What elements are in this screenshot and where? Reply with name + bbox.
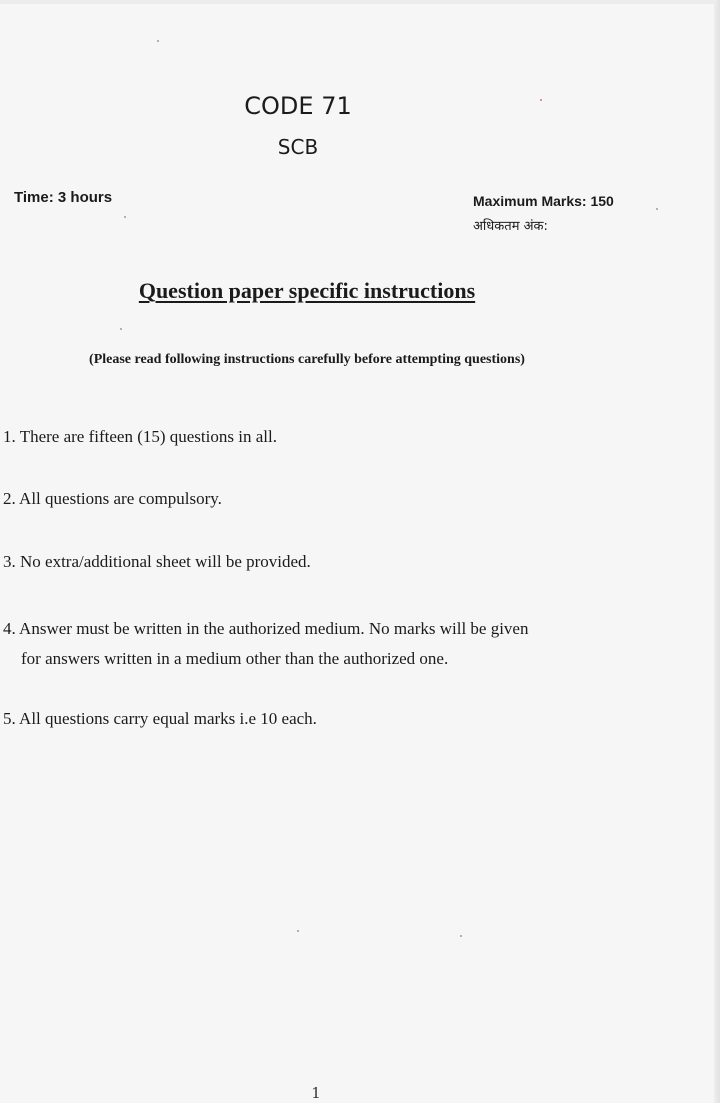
- scan-speck: [157, 40, 159, 42]
- instruction-text: 2. All questions are compulsory.: [3, 489, 222, 508]
- instruction-item: [3, 704, 317, 734]
- scan-speck: [124, 216, 126, 218]
- paper-code: CODE 71: [244, 92, 352, 120]
- scan-speck: [297, 930, 299, 932]
- instructions-heading: Question paper specific instructions: [138, 278, 476, 303]
- scan-speck: [120, 328, 122, 330]
- instruction-text: 3. No extra/additional sheet will be provided.: [3, 552, 311, 571]
- scan-speck: [540, 99, 542, 101]
- scan-speck: [460, 935, 462, 937]
- instruction-item: [3, 422, 277, 452]
- page-number: 1: [311, 1084, 321, 1102]
- page-top-edge: [0, 0, 720, 4]
- maximum-marks-hindi: अधिकतम अंक:: [473, 219, 548, 234]
- instruction-text: 5. All questions carry equal marks i.e 10 each.: [3, 709, 317, 728]
- instruction-item: [3, 547, 311, 577]
- instruction-text: 1. There are fifteen (15) questions in all.: [3, 427, 277, 446]
- scan-speck: [656, 208, 658, 210]
- time-allowed: Time: 3 hours: [14, 189, 113, 206]
- maximum-marks: Maximum Marks: 150: [473, 193, 614, 209]
- page-right-edge: [714, 0, 720, 1103]
- subject-code: SCB: [277, 135, 319, 159]
- instruction-continuation: for answers written in a medium other than the authorized one.: [21, 649, 449, 668]
- instructions-note: (Please read following instructions carefully before attempting questions): [89, 352, 525, 367]
- instruction-item: [3, 614, 528, 674]
- instruction-item: [3, 484, 222, 514]
- instruction-text: 4. Answer must be written in the authorized medium. No marks will be given: [3, 619, 529, 638]
